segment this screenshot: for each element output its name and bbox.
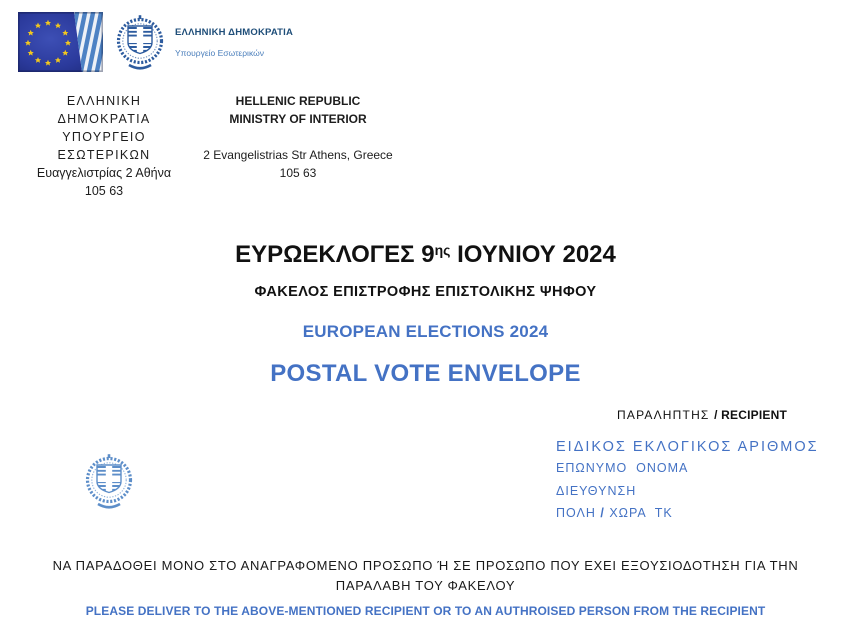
delivery-notice-english: PLEASE DELIVER TO THE ABOVE-MENTIONED RECIPIENT OR TO AN AUTHROISED PERSON FROM THE RECIPIENT	[85, 604, 766, 618]
subtitle-greek: ΦΑΚΕΛΟΣ ΕΠΙΣΤΡΟΦΗΣ ΕΠΙΣΤΟΛΙΚΗΣ ΨΗΦΟΥ	[254, 284, 597, 300]
address-english	[198, 92, 398, 182]
ministry-subtitle: Υπουργείο Εσωτερικών	[175, 48, 264, 58]
recipient-special-electoral-number: ΕΙΔΙΚΟΣ ΕΚΛΟΓΙΚΟΣ ΑΡΙΘΜΟΣ	[556, 439, 819, 455]
greek-coat-of-arms-watermark-icon	[84, 453, 134, 511]
address-line: Ευαγγελιστρίας 2 Αθήνα	[36, 166, 172, 180]
delivery-notice-greek	[0, 556, 851, 596]
recipient-heading	[556, 408, 848, 422]
ministry-logo	[114, 14, 293, 72]
address-line: ΕΣΩΤΕΡΙΚΩΝ	[57, 148, 151, 162]
address-greek	[20, 92, 188, 200]
ministry-wordmark	[175, 14, 293, 58]
recipient-surname-name: ΕΠΩΝΥΜΟ ΟΝΟΜΑ	[556, 461, 689, 475]
recipient-block	[556, 408, 848, 523]
ministry-title: ΕΛΛΗΝΙΚΗ ΔΗΜΟΚΡΑΤΙΑ	[175, 27, 294, 38]
recipient-address: ΔΙΕΥΘΥΝΣΗ	[556, 483, 637, 498]
delivery-notice-greek-line1: ΝΑ ΠΑΡΑΔΟΘΕΙ ΜΟΝΟ ΣΤΟ ΑΝΑΓΡΑΦΟΜΕΝΟ ΠΡΟΣΩΠΟ Ή ΣΕ ΠΡΟΣΩΠΟ ΠΟΥ ΕΧΕΙ ΕΞΟΥΣΙΟΔΟΤΗΣΗ ΓΙΑ ΤΗΝ	[52, 558, 799, 573]
eu-greek-flags-icon	[18, 12, 103, 72]
main-title-suffix: ΙΟΥΝΙΟΥ 2024	[450, 241, 616, 268]
recipient-city: ΠΟΛΗ	[556, 506, 601, 520]
address-spacer	[198, 128, 398, 146]
main-title-prefix: ΕΥΡΩΕΚΛΟΓΕΣ 9	[235, 241, 435, 268]
greek-coat-of-arms-icon	[114, 14, 166, 72]
recipient-label-english: / RECIPIENT	[714, 408, 787, 422]
delivery-notice-greek-line2: ΠΑΡΑΛΑΒΗ ΤΟΥ ΦΑΚΕΛΟΥ	[335, 578, 516, 593]
title-english: EUROPEAN ELECTIONS 2024	[302, 322, 549, 341]
address-line: 2 Evangelistrias Str Athens, Greece	[203, 148, 393, 162]
main-title-superscript: ης	[434, 242, 451, 258]
address-line: ΥΠΟΥΡΓΕΙΟ	[62, 130, 146, 144]
address-line: 105 63	[84, 184, 124, 198]
main-title	[0, 241, 851, 269]
address-line: HELLENIC REPUBLIC	[235, 94, 361, 108]
address-line: 105 63	[279, 166, 317, 180]
postal-vote-title: POSTAL VOTE ENVELOPE	[270, 360, 581, 387]
address-line: MINISTRY OF INTERIOR	[229, 112, 367, 126]
recipient-label-greek: ΠΑΡΑΛΗΠΤΗΣ	[617, 408, 715, 422]
recipient-city-slash: /	[600, 506, 605, 520]
recipient-city-country	[556, 505, 848, 523]
address-line: ΕΛΛΗΝΙΚΗ ΔΗΜΟΚΡΑΤΙΑ	[57, 94, 151, 126]
recipient-country-postcode: ΧΩΡΑ ΤΚ	[604, 506, 673, 520]
